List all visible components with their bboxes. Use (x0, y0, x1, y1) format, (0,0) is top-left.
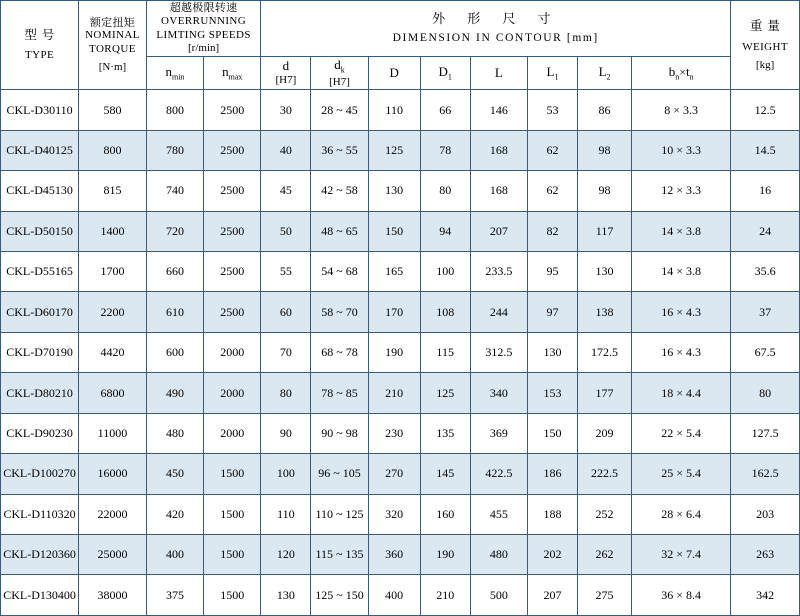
cell-L2: 138 (577, 292, 631, 332)
cell-L2: 130 (577, 252, 631, 292)
cell-L1: 186 (527, 454, 577, 494)
cell-d: 45 (261, 171, 311, 211)
cell-torque: 800 (79, 130, 147, 170)
table-row (1, 292, 800, 332)
cell-nmin: 375 (146, 575, 203, 616)
cell-L: 422.5 (470, 454, 527, 494)
cell-D: 130 (368, 171, 420, 211)
header-dim-d-sym: d (282, 58, 290, 74)
cell-weight: 203 (731, 494, 800, 534)
header-nmax-sub: max (228, 72, 243, 82)
table-row (1, 534, 800, 574)
cell-D: 170 (368, 292, 420, 332)
cell-L2: 177 (577, 373, 631, 413)
cell-type: CKL-D70190 (1, 332, 79, 372)
header-dim-L (470, 57, 527, 90)
cell-torque: 16000 (79, 454, 147, 494)
cell-type: CKL-D80210 (1, 373, 79, 413)
cell-L2: 222.5 (577, 454, 631, 494)
cell-nmin: 480 (146, 413, 203, 453)
cell-bt: 32 × 7.4 (632, 534, 731, 574)
cell-type: CKL-D40125 (1, 130, 79, 170)
table-header (1, 1, 800, 90)
cell-weight: 162.5 (731, 454, 800, 494)
cell-bt: 14 × 3.8 (632, 211, 731, 251)
cell-L: 207 (470, 211, 527, 251)
cell-bt: 14 × 3.8 (632, 252, 731, 292)
header-dim-t-sym: t (685, 63, 690, 79)
cell-D1: 108 (420, 292, 470, 332)
header-nmin-sym: n (165, 63, 172, 79)
header-dim-L2-sub: 2 (606, 72, 611, 82)
table-row (1, 211, 800, 251)
cell-d: 30 (261, 90, 311, 130)
table-row (1, 575, 800, 616)
cell-weight: 12.5 (731, 90, 800, 130)
cell-dk: 36 ~ 55 (311, 130, 368, 170)
cell-torque: 38000 (79, 575, 147, 616)
cell-nmax: 2500 (204, 130, 261, 170)
cell-D: 230 (368, 413, 420, 453)
cell-D: 360 (368, 534, 420, 574)
cell-d: 55 (261, 252, 311, 292)
cell-D1: 190 (420, 534, 470, 574)
cell-bt: 28 × 6.4 (632, 494, 731, 534)
cell-L: 146 (470, 90, 527, 130)
header-dim-L1-sym: L (546, 63, 555, 79)
cell-weight: 14.5 (731, 130, 800, 170)
cell-torque: 815 (79, 171, 147, 211)
cell-nmin: 450 (146, 454, 203, 494)
cell-L2: 86 (577, 90, 631, 130)
cell-type: CKL-D100270 (1, 454, 79, 494)
cell-torque: 6800 (79, 373, 147, 413)
cell-weight: 35.6 (731, 252, 800, 292)
cell-D1: 160 (420, 494, 470, 534)
header-dim-L-sym: L (494, 65, 503, 81)
cell-dk: 68 ~ 78 (311, 332, 368, 372)
cell-d: 40 (261, 130, 311, 170)
header-speeds-unit: [r/min] (188, 42, 220, 55)
cell-D: 190 (368, 332, 420, 372)
cell-dk: 110 ~ 125 (311, 494, 368, 534)
cell-L1: 97 (527, 292, 577, 332)
header-dim-L2 (577, 57, 631, 90)
cell-d: 80 (261, 373, 311, 413)
cell-dk: 42 ~ 58 (311, 171, 368, 211)
header-dim-D1-sym: D (438, 63, 448, 79)
cell-dk: 54 ~ 68 (311, 252, 368, 292)
cell-torque: 1400 (79, 211, 147, 251)
header-dim-t-sub: n (689, 72, 694, 82)
cell-torque: 580 (79, 90, 147, 130)
header-torque (79, 1, 147, 90)
cell-d: 70 (261, 332, 311, 372)
cell-nmax: 2000 (204, 413, 261, 453)
cell-dk: 115 ~ 135 (311, 534, 368, 574)
cell-D1: 135 (420, 413, 470, 453)
cell-nmax: 1500 (204, 534, 261, 574)
cell-d: 130 (261, 575, 311, 616)
cell-L: 340 (470, 373, 527, 413)
cell-D: 150 (368, 211, 420, 251)
cell-torque: 25000 (79, 534, 147, 574)
header-dim-b-sub: n (675, 72, 680, 82)
cell-bt: 10 × 3.3 (632, 130, 731, 170)
cell-weight: 263 (731, 534, 800, 574)
cell-type: CKL-D55165 (1, 252, 79, 292)
cell-D1: 100 (420, 252, 470, 292)
cell-bt: 8 × 3.3 (632, 90, 731, 130)
header-nmax-sym: n (222, 63, 229, 79)
header-nmin-sub: min (171, 72, 185, 82)
cell-D1: 66 (420, 90, 470, 130)
header-dim-dk-note: [H7] (329, 75, 350, 88)
cell-weight: 37 (731, 292, 800, 332)
table-row (1, 454, 800, 494)
table-row (1, 171, 800, 211)
cell-L1: 153 (527, 373, 577, 413)
cell-nmax: 2500 (204, 90, 261, 130)
cell-L1: 207 (527, 575, 577, 616)
cell-type: CKL-D30110 (1, 90, 79, 130)
cell-L1: 188 (527, 494, 577, 534)
cell-nmax: 2500 (204, 252, 261, 292)
cell-type: CKL-D130400 (1, 575, 79, 616)
cell-nmin: 800 (146, 90, 203, 130)
cell-nmax: 2000 (204, 373, 261, 413)
cell-L: 168 (470, 130, 527, 170)
header-torque-en2: TORQUE (89, 43, 136, 56)
table-row (1, 413, 800, 453)
header-weight-en: WEIGHT (742, 41, 788, 54)
header-dim-D-sym: D (389, 65, 399, 81)
table-row (1, 373, 800, 413)
header-nmax (204, 57, 261, 90)
cell-bt: 16 × 4.3 (632, 332, 731, 372)
cell-nmin: 720 (146, 211, 203, 251)
cell-L: 500 (470, 575, 527, 616)
cell-torque: 2200 (79, 292, 147, 332)
cell-D: 270 (368, 454, 420, 494)
header-speeds-en1: OVERRUNNING (161, 14, 247, 27)
cell-L1: 150 (527, 413, 577, 453)
cell-nmax: 2500 (204, 292, 261, 332)
cell-nmax: 2000 (204, 332, 261, 372)
cell-L2: 275 (577, 575, 631, 616)
header-speeds-en2: LIMTING SPEEDS (156, 28, 251, 41)
cell-L: 455 (470, 494, 527, 534)
header-dim-dk-sub: k (340, 65, 345, 75)
cell-L2: 98 (577, 171, 631, 211)
cell-L: 168 (470, 171, 527, 211)
header-weight (731, 1, 800, 90)
cell-D: 210 (368, 373, 420, 413)
cell-dk: 48 ~ 65 (311, 211, 368, 251)
header-dim-D1 (420, 57, 470, 90)
cell-D: 400 (368, 575, 420, 616)
header-dim-D (368, 57, 420, 90)
cell-nmin: 740 (146, 171, 203, 211)
cell-dk: 96 ~ 105 (311, 454, 368, 494)
cell-nmax: 1500 (204, 575, 261, 616)
table-row (1, 332, 800, 372)
table-row (1, 494, 800, 534)
cell-nmin: 420 (146, 494, 203, 534)
cell-L2: 262 (577, 534, 631, 574)
cell-nmin: 660 (146, 252, 203, 292)
cell-d: 110 (261, 494, 311, 534)
table-row (1, 130, 800, 170)
cell-d: 60 (261, 292, 311, 332)
table-body (1, 90, 800, 616)
header-weight-cn: 重 量 (749, 17, 781, 33)
header-torque-cn: 额定扭矩 (89, 15, 136, 29)
cell-D1: 125 (420, 373, 470, 413)
cell-nmax: 1500 (204, 454, 261, 494)
cell-D: 110 (368, 90, 420, 130)
cell-L2: 98 (577, 130, 631, 170)
cell-nmin: 780 (146, 130, 203, 170)
header-dim-dk-sym: d (334, 57, 341, 72)
cell-dk: 58 ~ 70 (311, 292, 368, 332)
cell-nmax: 1500 (204, 494, 261, 534)
cell-L1: 82 (527, 211, 577, 251)
cell-dk: 90 ~ 98 (311, 413, 368, 453)
header-dim-dk (311, 57, 368, 90)
header-speeds-cn: 超越极限转速 (169, 1, 238, 14)
cell-L2: 172.5 (577, 332, 631, 372)
cell-type: CKL-D50150 (1, 211, 79, 251)
cell-weight: 127.5 (731, 413, 800, 453)
cell-d: 100 (261, 454, 311, 494)
cell-weight: 16 (731, 171, 800, 211)
header-dimension-en: DIMENSION IN CONTOUR [mm] (392, 31, 599, 44)
header-dim-d-note: [H7] (275, 74, 297, 87)
header-nmin (146, 57, 203, 90)
cell-nmin: 610 (146, 292, 203, 332)
cell-weight: 80 (731, 373, 800, 413)
cell-D1: 80 (420, 171, 470, 211)
header-weight-unit: [kg] (755, 58, 775, 71)
header-dim-D1-sub: 1 (447, 72, 452, 82)
cell-D1: 115 (420, 332, 470, 372)
header-type-en: TYPE (25, 49, 55, 62)
header-dimension (261, 1, 731, 57)
cell-type: CKL-D110320 (1, 494, 79, 534)
cell-torque: 1700 (79, 252, 147, 292)
cell-L2: 252 (577, 494, 631, 534)
cell-dk: 125 ~ 150 (311, 575, 368, 616)
cell-type: CKL-D90230 (1, 413, 79, 453)
cell-weight: 24 (731, 211, 800, 251)
cell-D: 165 (368, 252, 420, 292)
cell-L: 480 (470, 534, 527, 574)
cell-weight: 67.5 (731, 332, 800, 372)
cell-nmin: 600 (146, 332, 203, 372)
cell-bt: 25 × 5.4 (632, 454, 731, 494)
table-row (1, 252, 800, 292)
cell-L1: 95 (527, 252, 577, 292)
header-dimension-cn: 外 形 尺 寸 (432, 11, 560, 27)
cell-D1: 94 (420, 211, 470, 251)
cell-type: CKL-D45130 (1, 171, 79, 211)
cell-L: 312.5 (470, 332, 527, 372)
cell-nmax: 2500 (204, 211, 261, 251)
header-torque-unit: [N·m] (98, 60, 127, 73)
cell-torque: 4420 (79, 332, 147, 372)
cell-L1: 62 (527, 171, 577, 211)
header-dim-L1 (527, 57, 577, 90)
cell-D1: 145 (420, 454, 470, 494)
cell-L1: 202 (527, 534, 577, 574)
cell-D: 320 (368, 494, 420, 534)
cell-L: 369 (470, 413, 527, 453)
cell-nmin: 490 (146, 373, 203, 413)
cell-torque: 22000 (79, 494, 147, 534)
cell-bt: 36 × 8.4 (632, 575, 731, 616)
cell-d: 90 (261, 413, 311, 453)
cell-L: 244 (470, 292, 527, 332)
cell-L2: 117 (577, 211, 631, 251)
cell-d: 120 (261, 534, 311, 574)
cell-D1: 210 (420, 575, 470, 616)
header-dim-b-sym: b (668, 63, 676, 79)
cell-bt: 16 × 4.3 (632, 292, 731, 332)
cell-bt: 12 × 3.3 (632, 171, 731, 211)
header-dim-L1-sub: 1 (554, 72, 559, 82)
cell-D1: 78 (420, 130, 470, 170)
cell-dk: 28 ~ 45 (311, 90, 368, 130)
header-dim-bt (632, 57, 731, 90)
cell-L1: 62 (527, 130, 577, 170)
cell-L1: 53 (527, 90, 577, 130)
cell-D: 125 (368, 130, 420, 170)
cell-L: 233.5 (470, 252, 527, 292)
cell-torque: 11000 (79, 413, 147, 453)
header-dim-L2-sym: L (598, 63, 607, 79)
cell-weight: 342 (731, 575, 800, 616)
cell-type: CKL-D60170 (1, 292, 79, 332)
header-dim-d (261, 57, 311, 90)
cell-nmin: 400 (146, 534, 203, 574)
header-type (1, 1, 79, 90)
cell-L1: 130 (527, 332, 577, 372)
header-torque-en1: NOMINAL (85, 29, 140, 42)
cell-d: 50 (261, 211, 311, 251)
cell-L2: 209 (577, 413, 631, 453)
cell-dk: 78 ~ 85 (311, 373, 368, 413)
header-dim-mul: × (679, 64, 686, 79)
header-type-cn: 型 号 (24, 27, 55, 43)
cell-bt: 18 × 4.4 (632, 373, 731, 413)
cell-type: CKL-D120360 (1, 534, 79, 574)
header-speeds (146, 1, 261, 57)
cell-bt: 22 × 5.4 (632, 413, 731, 453)
table-row (1, 90, 800, 130)
cell-nmax: 2500 (204, 171, 261, 211)
